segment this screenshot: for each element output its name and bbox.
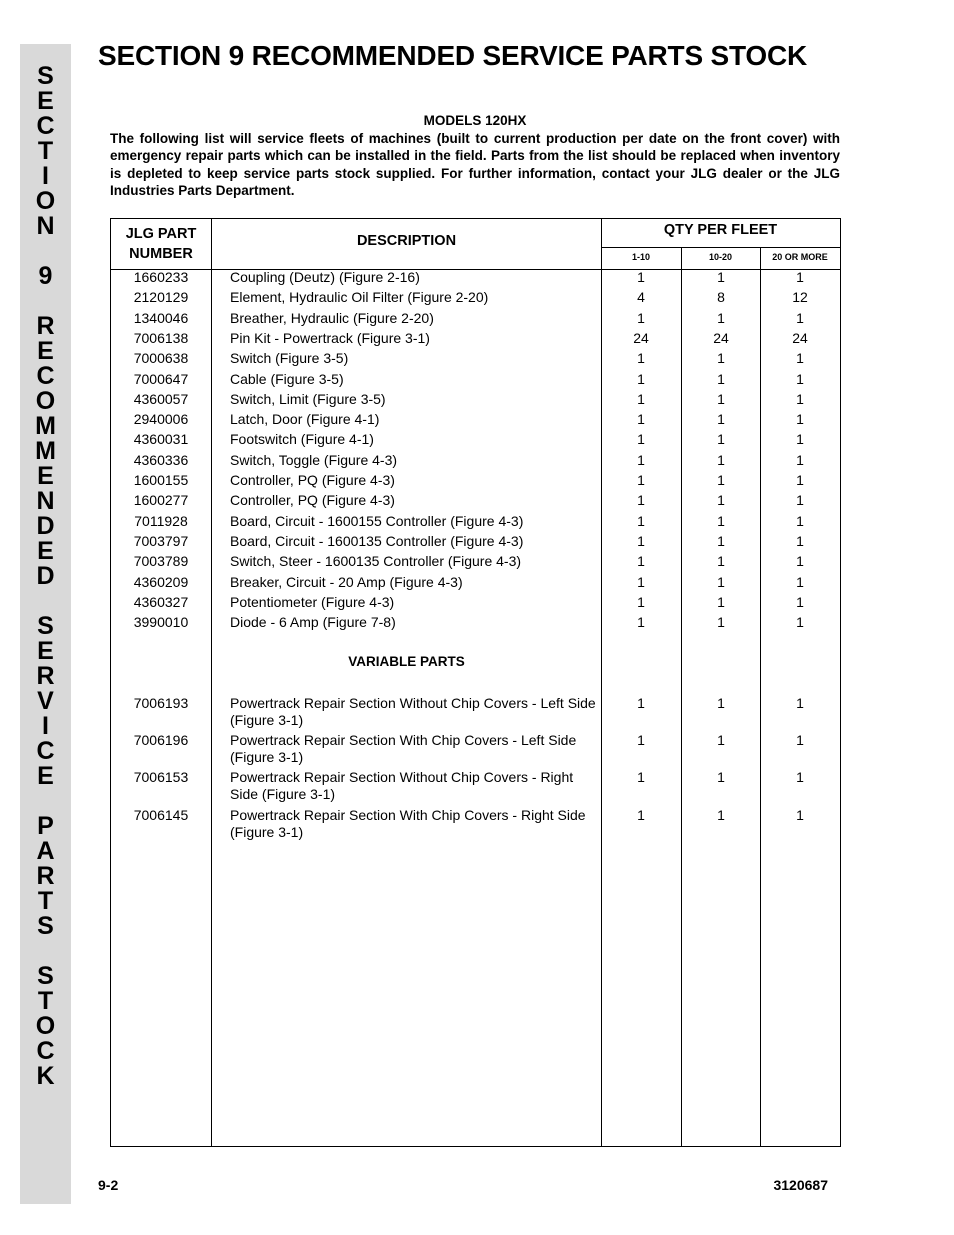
side-tab-letter: V	[37, 687, 54, 715]
header-qty-1-10: 1-10	[631, 252, 650, 262]
qty-10-20-cell: 1	[717, 614, 725, 631]
description-cell: Switch, Toggle (Figure 4-3)	[230, 451, 398, 468]
qty-10-20-cell: 1	[717, 350, 725, 367]
qty-10-20-cell: 1	[717, 451, 725, 468]
qty-1-10-cell: 1	[637, 370, 645, 387]
qty-1-10-cell: 1	[637, 411, 645, 428]
parts-table	[110, 218, 841, 1147]
qty-20-more-cell: 1	[796, 350, 804, 367]
side-tab-letter: R	[36, 312, 55, 340]
part-number-cell: 7000638	[133, 350, 189, 367]
qty-1-10-cell: 1	[637, 431, 645, 448]
part-number-cell: 7006138	[133, 329, 189, 346]
side-tab-letter	[20, 939, 71, 964]
qty-10-20-cell: 1	[717, 370, 725, 387]
qty-20-more-cell: 1	[796, 411, 804, 428]
qty-10-20-cell: 1	[717, 807, 725, 823]
part-number-cell: 2940006	[133, 411, 189, 428]
qty-1-10-cell: 1	[637, 269, 645, 285]
part-number-cell: 7011928	[134, 512, 188, 529]
side-tab-letter: R	[36, 662, 55, 690]
side-tab-letter: C	[36, 737, 55, 765]
qty-1-10-cell: 1	[637, 695, 645, 711]
header-qty-10-20: 10-20	[708, 252, 733, 262]
qty-1-10-cell: 1	[637, 390, 645, 407]
side-tab-letter: 9	[38, 262, 53, 290]
qty-1-10-cell: 1	[637, 512, 645, 529]
header-qty-20-more: 20 OR MORE	[772, 252, 828, 262]
side-tab-letter: O	[35, 387, 56, 415]
side-tab-letter: N	[36, 487, 55, 515]
qty-10-20-cell: 1	[717, 431, 725, 448]
qty-1-10-cell: 1	[637, 472, 645, 488]
qty-10-20-cell: 1	[717, 309, 725, 326]
part-number-cell: 7006193	[133, 695, 189, 711]
description-cell: Cable (Figure 3-5)	[230, 370, 344, 387]
qty-20-more-cell: 24	[792, 329, 808, 346]
qty-20-more-cell: 1	[796, 492, 804, 509]
qty-1-10-cell: 1	[637, 350, 645, 367]
qty-20-more-cell: 1	[796, 451, 804, 468]
description-cell: Potentiometer (Figure 4-3)	[230, 593, 395, 610]
side-tab-letter: R	[36, 862, 55, 890]
side-tab-letter	[20, 789, 71, 814]
qty-20-more-cell: 1	[796, 390, 804, 407]
side-tab-letter	[20, 589, 71, 614]
description-cell: Switch, Limit (Figure 3-5)	[230, 390, 386, 407]
qty-20-more-cell: 1	[796, 593, 804, 610]
qty-1-10-cell: 1	[637, 553, 645, 570]
part-number-cell: 1600277	[133, 492, 189, 509]
qty-10-20-cell: 1	[717, 411, 725, 428]
side-tab-letter: C	[36, 362, 55, 390]
qty-10-20-cell: 1	[717, 593, 725, 610]
part-number-cell: 4360209	[133, 573, 189, 590]
qty-1-10-cell: 1	[637, 593, 645, 610]
part-number-cell: 1600155	[133, 472, 189, 488]
qty-10-20-cell: 24	[713, 329, 729, 346]
qty-20-more-cell: 1	[796, 309, 804, 326]
side-tab-letter: D	[36, 562, 55, 590]
description-cell: Coupling (Deutz) (Figure 2-16)	[230, 269, 420, 285]
part-number-cell: 1340046	[133, 309, 189, 326]
qty-20-more-cell: 1	[796, 614, 804, 631]
part-number-cell: 7006153	[133, 769, 189, 785]
part-number-cell: 1660233	[133, 269, 189, 285]
qty-10-20-cell: 1	[717, 269, 725, 285]
qty-20-more-cell: 1	[796, 573, 804, 590]
col-divider	[211, 219, 212, 1146]
side-tab-letter: S	[37, 612, 54, 640]
part-number-cell: 4360057	[133, 390, 189, 407]
qty-1-10-cell: 1	[637, 614, 645, 631]
qty-20-more-cell: 1	[796, 553, 804, 570]
model-heading: MODELS 120HX	[423, 113, 527, 128]
qty-10-20-cell: 1	[717, 695, 725, 711]
part-number-cell: 7006196	[133, 732, 189, 748]
side-tab-letter: M	[35, 437, 56, 465]
side-tab-letter: S	[37, 962, 54, 990]
qty-header-divider	[601, 247, 840, 248]
side-tab-letter: O	[35, 1012, 56, 1040]
side-tab-letter: E	[37, 87, 54, 115]
description-cell: Switch (Figure 3-5)	[230, 350, 349, 367]
side-tab-letter	[20, 289, 71, 314]
page-number: 9-2	[98, 1177, 119, 1193]
side-tab-letter: N	[36, 212, 55, 240]
description-cell: Powertrack Repair Section With Chip Covers - Left Side (Figure 3-1)	[230, 732, 577, 765]
qty-20-more-cell: 1	[796, 512, 804, 529]
qty-10-20-cell: 1	[717, 492, 725, 509]
qty-20-more-cell: 1	[796, 269, 804, 285]
side-tab-letter: E	[37, 637, 54, 665]
description-cell: Diode - 6 Amp (Figure 7-8)	[230, 614, 396, 631]
qty-1-10-cell: 24	[633, 329, 649, 346]
side-tab-letter: P	[37, 812, 54, 840]
qty-10-20-cell: 1	[717, 512, 725, 529]
part-number-cell: 4360327	[133, 593, 189, 610]
qty-1-10-cell: 4	[637, 289, 645, 306]
side-tab-letter: T	[37, 887, 54, 915]
qty-1-10-cell: 1	[637, 451, 645, 468]
part-number-cell: 2120129	[133, 289, 189, 306]
side-tab-letter: I	[42, 712, 49, 740]
side-tab-letter: D	[36, 512, 55, 540]
header-part-number: JLG PART NUMBER	[125, 226, 197, 262]
part-number-cell: 7003789	[133, 553, 189, 570]
qty-10-20-cell: 1	[717, 390, 725, 407]
qty-20-more-cell: 1	[796, 532, 804, 549]
side-tab-letter: C	[36, 1037, 55, 1065]
side-tab-letter: S	[37, 912, 54, 940]
qty-20-more-cell: 1	[796, 769, 804, 785]
header-description: DESCRIPTION	[356, 233, 457, 249]
part-number-cell: 7000647	[133, 370, 189, 387]
header-qty-per-fleet: QTY PER FLEET	[663, 222, 778, 238]
qty-10-20-cell: 1	[717, 472, 725, 488]
description-cell: Board, Circuit - 1600155 Controller (Figure 4-3)	[230, 512, 524, 529]
description-cell: Switch, Steer - 1600135 Controller (Figure 4-3)	[230, 553, 522, 570]
qty-1-10-cell: 1	[637, 492, 645, 509]
qty-20-more-cell: 1	[796, 807, 804, 823]
qty-10-20-cell: 1	[717, 553, 725, 570]
qty-10-20-cell: 1	[717, 732, 725, 748]
side-tab-letter	[20, 239, 71, 264]
side-tab-letter: T	[37, 137, 54, 165]
side-tab-letter: C	[36, 112, 55, 140]
qty-10-20-cell: 1	[717, 573, 725, 590]
side-tab-letter: E	[37, 337, 54, 365]
description-cell: Controller, PQ (Figure 4-3)	[230, 492, 395, 509]
side-tab-letters	[20, 64, 71, 1089]
qty-10-20-cell: 1	[717, 532, 725, 549]
qty-1-10-cell: 1	[637, 309, 645, 326]
side-tab-letter: K	[36, 1062, 55, 1090]
qty-1-10-cell: 1	[637, 732, 645, 748]
qty-20-more-cell: 1	[796, 370, 804, 387]
side-tab-letter: O	[35, 187, 56, 215]
description-cell: Breather, Hydraulic (Figure 2-20)	[230, 309, 434, 326]
description-cell: Pin Kit - Powertrack (Figure 3-1)	[230, 329, 430, 346]
side-tab-letter: M	[35, 412, 56, 440]
qty-10-20-cell: 1	[717, 769, 725, 785]
description-cell: Footswitch (Figure 4-1)	[230, 431, 374, 448]
qty-20-more-cell: 1	[796, 732, 804, 748]
side-tab-letter: I	[42, 162, 49, 190]
qty-1-10-cell: 1	[637, 807, 645, 823]
qty-1-10-cell: 1	[637, 573, 645, 590]
page-title: SECTION 9 RECOMMENDED SERVICE PARTS STOCK	[98, 40, 808, 71]
side-tab-letter: T	[37, 987, 54, 1015]
part-number-cell: 7003797	[133, 532, 189, 549]
side-tab-letter: S	[37, 62, 54, 90]
description-cell: Powertrack Repair Section Without Chip Covers - Left Side (Figure 3-1)	[230, 695, 596, 728]
qty-20-more-cell: 12	[792, 289, 808, 306]
description-cell: Powertrack Repair Section Without Chip Covers - Right Side (Figure 3-1)	[230, 769, 574, 802]
part-number-cell: 3990010	[133, 614, 189, 631]
description-cell: Breaker, Circuit - 20 Amp (Figure 4-3)	[230, 573, 463, 590]
qty-20-more-cell: 1	[796, 695, 804, 711]
qty-1-10-cell: 1	[637, 769, 645, 785]
qty-1-10-cell: 1	[637, 532, 645, 549]
side-tab-letter: E	[37, 762, 54, 790]
description-cell: Element, Hydraulic Oil Filter (Figure 2-20)	[230, 289, 489, 306]
description-cell: Latch, Door (Figure 4-1)	[230, 411, 380, 428]
description-cell: Controller, PQ (Figure 4-3)	[230, 472, 395, 488]
document-number: 3120687	[773, 1177, 828, 1193]
section-side-tab	[20, 44, 71, 1204]
description-cell: Board, Circuit - 1600135 Controller (Figure 4-3)	[230, 532, 524, 549]
side-tab-letter: E	[37, 537, 54, 565]
qty-20-more-cell: 1	[796, 431, 804, 448]
qty-20-more-cell: 1	[796, 472, 804, 488]
part-number-cell: 7006145	[133, 807, 189, 823]
part-number-cell: 4360336	[133, 451, 189, 468]
intro-paragraph: The following list will service fleets of machines (built to current production per date on the front cover) with emergency repair parts which can be installed in the field. Parts from the list should be replaced when inventory is depleted to keep service parts stock supplied. For further information, contact your JLG dealer or the JLG Industries Parts Department.	[110, 131, 840, 198]
variable-parts-title: VARIABLE PARTS	[348, 654, 465, 669]
part-number-cell: 4360031	[133, 431, 189, 448]
qty-10-20-cell: 8	[717, 289, 725, 306]
side-tab-letter: A	[36, 837, 55, 865]
description-cell: Powertrack Repair Section With Chip Covers - Right Side (Figure 3-1)	[230, 807, 586, 840]
side-tab-letter: E	[37, 462, 54, 490]
